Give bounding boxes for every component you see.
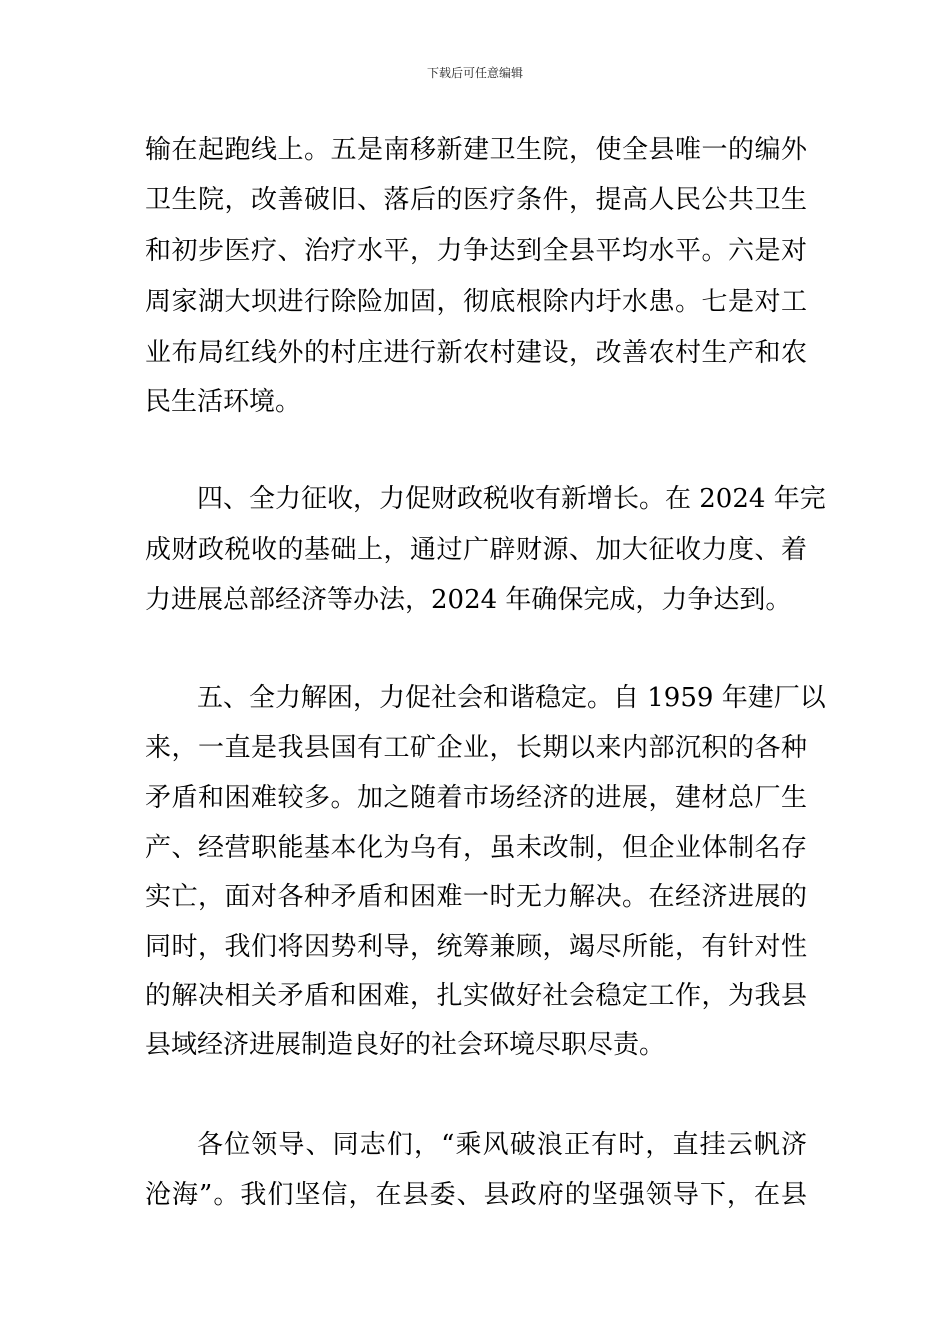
text-line: 卫生院，改善破旧、落后的医疗条件，提高人民公共卫生 [145, 185, 807, 215]
text-line: 成财政税收的基础上，通过广辟财源、加大征收力度、着 [145, 535, 807, 565]
text-line: 输在起跑线上。五是南移新建卫生院，使全县唯一的编外 [145, 135, 807, 165]
text-line: 产、经营职能基本化为乌有，虽未改制，但企业体制名存 [145, 833, 807, 863]
text-line: 沧海”。我们坚信，在县委、县政府的坚强领导下，在县 [145, 1180, 807, 1210]
text-line: 来，一直是我县国有工矿企业，长期以来内部沉积的各种 [145, 733, 807, 763]
text-line: 县域经济进展制造良好的社会环境尽职尽责。 [145, 1030, 666, 1060]
text-line: 的解决相关矛盾和困难，扎实做好社会稳定工作，为我县 [145, 981, 807, 1011]
text-line: 业布局红线外的村庄进行新农村建设，改善农村生产和农 [145, 338, 807, 368]
text-line: 四、全力征收，力促财政税收有新增长。在 2024 年完 [197, 484, 826, 514]
text-line: 周家湖大坝进行除险加固，彻底根除内圩水患。七是对工 [145, 287, 807, 317]
page-header-note: 下载后可任意编辑 [426, 66, 523, 80]
text-line: 和初步医疗、治疗水平，力争达到全县平均水平。六是对 [145, 236, 807, 266]
text-line: 各位领导、同志们，“乘风破浪正有时，直挂云帆济 [197, 1130, 807, 1160]
text-line: 力进展总部经济等办法，2024 年确保完成，力争达到。 [145, 585, 792, 615]
text-line: 民生活环境。 [145, 387, 302, 417]
text-line: 实亡，面对各种矛盾和困难一时无力解决。在经济进展的 [145, 882, 807, 912]
text-line: 同时，我们将因势利导，统筹兼顾，竭尽所能，有针对性 [145, 932, 807, 962]
text-line: 五、全力解困，力促社会和谐稳定。自 1959 年建厂以 [197, 683, 826, 713]
text-line: 矛盾和困难较多。加之随着市场经济的进展，建材总厂生 [145, 783, 807, 813]
